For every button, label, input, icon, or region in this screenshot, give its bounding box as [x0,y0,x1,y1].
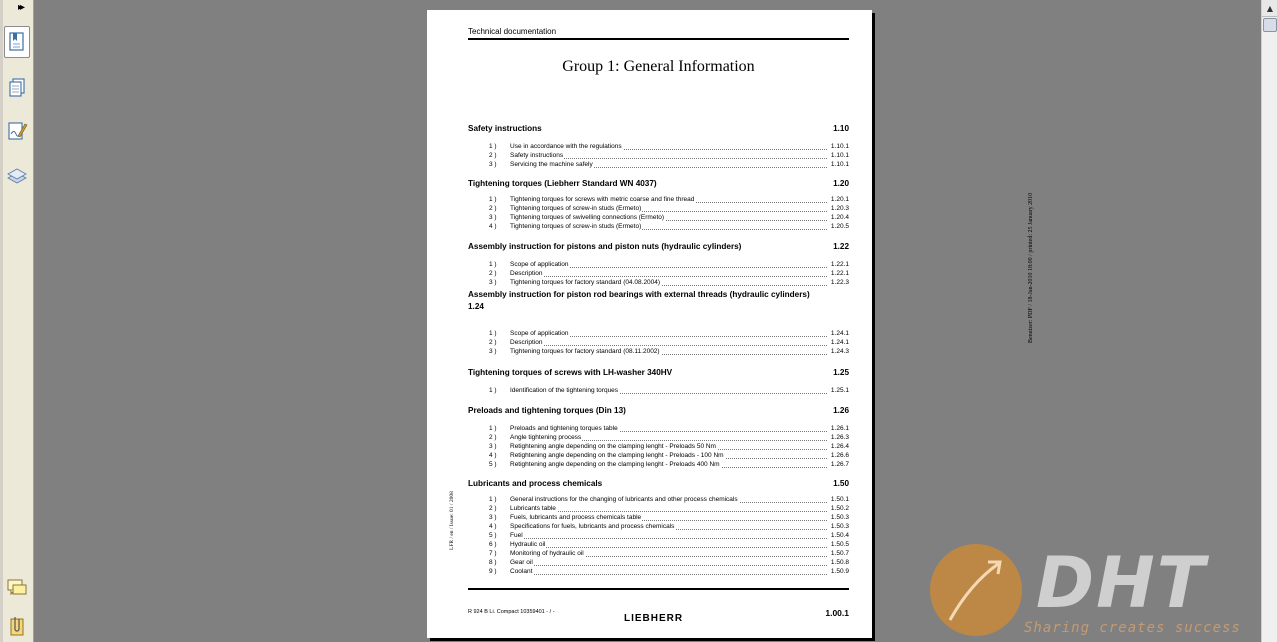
footer-model: R 924 B Li. Compact 10359401 - / - [468,609,555,615]
signatures-button[interactable] [4,115,30,147]
toc-entry-number: 1 ) [489,196,497,203]
toc-entry-page: 1.22.1 [830,270,849,277]
toc-entry-title: Tightening torques for screws with metric coarse and fine thread [510,196,695,203]
comments-icon [6,577,28,599]
toc-entry-page: 1.20.4 [830,214,849,221]
toc-entry-title: Coolant [510,568,533,575]
toc-section-heading[interactable] [468,124,849,135]
toc-entry-number: 2 ) [489,205,497,212]
toc-section-heading[interactable] [468,289,849,313]
page-header-text: Technical documentation [468,27,557,36]
dht-watermark [928,542,1277,642]
toc-entry[interactable] [489,541,849,550]
toc-entry-page: 1.50.5 [830,541,849,548]
toc-entry-number: 3 ) [489,214,497,221]
side-issue-note: LFR / en / Issue: 01 / 2008 [449,491,455,550]
leader-dots [510,574,827,575]
attachments-button[interactable] [4,612,30,640]
toc-entry-page: 1.50.4 [830,532,849,539]
signature-icon [6,120,28,142]
toc-entry-page: 1.50.1 [830,496,849,503]
toc-section-title: Tightening torques (Liebherr Standard WN 4037) [468,179,657,188]
toc-entry-title: Retightening angle depending on the clamping lenght - Preloads 50 Nm [510,443,716,450]
toc-entry-page: 1.25.1 [830,387,849,394]
toc-entry-number: 3 ) [489,443,497,450]
toc-section-title: Preloads and tightening torques (Din 13) [468,406,626,415]
toc-entry-title: Description [510,270,543,277]
toc-entry-title: Retightening angle depending on the clamping lenght - Preloads 400 Nm [510,461,720,468]
leader-dots [510,345,827,346]
toc-section-page: 1.24 [468,302,484,311]
watermark-tagline: Sharing creates success [1024,620,1241,636]
toc-entry-page: 1.50.2 [830,505,849,512]
toc-section-heading[interactable] [468,242,849,253]
navigation-panel [0,0,34,642]
footer-rule [468,588,849,590]
toc-entry-number: 9 ) [489,568,497,575]
toc-entry[interactable] [489,196,849,205]
toc-entry-page: 1.20.1 [830,196,849,203]
toc-entry[interactable] [489,532,849,541]
toc-entry[interactable] [489,330,849,339]
toc-entry-page: 1.50.3 [830,514,849,521]
scroll-thumb[interactable] [1263,18,1277,32]
toc-entry-number: 3 ) [489,348,497,355]
toc-entry-number: 3 ) [489,161,497,168]
page-number: 1.00.1 [825,608,849,618]
toc-entry-title: Use in accordance with the regulations [510,143,622,150]
document-page [427,10,1034,638]
header-rule [468,38,849,40]
toc-entry[interactable] [489,261,849,270]
toc-entry-title: Angle tightening process [510,434,582,441]
toc-entry-title: Safety instructions [510,152,564,159]
toc-entry-number: 1 ) [489,387,497,394]
comments-button[interactable] [4,572,30,604]
bookmarks-icon [6,31,28,53]
toc-entry-title: Tightening torques of screw-in studs (Ermeto) [510,205,642,212]
toc-entry-title: Tightening torques of swivelling connections (Ermeto) [510,214,665,221]
toc-entry[interactable] [489,514,849,523]
watermark-brand: DHT [1036,542,1207,624]
toc-section-title: Tightening torques of screws with LH-washer 340HV [468,368,673,377]
pages-icon [6,77,28,99]
toc-entry[interactable] [489,161,849,170]
toc-section-page: 1.22 [833,242,849,251]
toc-entry[interactable] [489,270,849,279]
toc-entry-number: 2 ) [489,152,497,159]
toc-entry-number: 8 ) [489,559,497,566]
toc-section-page: 1.26 [833,406,849,415]
toc-section-title: Safety instructions [468,124,542,133]
toc-entry-number: 4 ) [489,223,497,230]
attachment-icon [6,615,28,637]
toc-entry[interactable] [489,505,849,514]
toc-entry-title: Specifications for fuels, lubricants and process chemicals [510,523,675,530]
toc-entry[interactable] [489,452,849,461]
toc-entry-page: 1.50.3 [830,523,849,530]
toc-entry[interactable] [489,143,849,152]
toc-entry-page: 1.24.1 [830,330,849,337]
toc-entry-title: Tightening torques of screw-in studs (Ermeto) [510,223,642,230]
toc-entry-title: Tightening torques for factory standard (04.08.2004) [510,279,661,286]
toc-entry-number: 4 ) [489,452,497,459]
toc-entry-title: Gear oil [510,559,533,566]
toc-entry-number: 6 ) [489,541,497,548]
toc-entry-title: Preloads and tightening torques table [510,425,618,432]
toc-entry-number: 5 ) [489,461,497,468]
toc-entry-page: 1.20.5 [830,223,849,230]
leader-dots [510,538,827,539]
toc-entry-page: 1.10.1 [830,143,849,150]
toc-section-title: Assembly instruction for pistons and piston nuts (hydraulic cylinders) [468,242,742,251]
toc-entry-page: 1.24.3 [830,348,849,355]
toc-entry-page: 1.22.1 [830,261,849,268]
toc-entry[interactable] [489,434,849,443]
toc-section-title: Assembly instruction for piston rod bearings with external threads (hydraulic cylinders) [468,290,810,299]
toc-entry-number: 1 ) [489,261,497,268]
toc-entry[interactable] [489,443,849,452]
watermark-logo-icon [930,544,1022,636]
bookmarks-button[interactable] [4,26,30,58]
toc-entry-title: Scope of application [510,330,569,337]
toc-entry-title: Fuels, lubricants and process chemicals table [510,514,642,521]
toc-entry-number: 7 ) [489,550,497,557]
toc-entry-page: 1.26.7 [830,461,849,468]
toc-entry-page: 1.50.7 [830,550,849,557]
toc-entry[interactable] [489,152,849,161]
toc-section-heading[interactable] [468,179,849,190]
toc-entry-number: 1 ) [489,143,497,150]
toc-section-heading[interactable] [468,479,849,490]
toc-entry[interactable] [489,387,849,396]
toc-entry-number: 2 ) [489,339,497,346]
toc-section-title: Lubricants and process chemicals [468,479,603,488]
leader-dots [510,276,827,277]
toc-entry-number: 1 ) [489,496,497,503]
toc-entry[interactable] [489,461,849,470]
toc-entry[interactable] [489,568,849,577]
toc-entry[interactable] [489,279,849,288]
pages-button[interactable] [4,72,30,104]
vertical-scrollbar[interactable] [1261,0,1277,642]
toc-entry-number: 2 ) [489,505,497,512]
toc-entry-page: 1.26.1 [830,425,849,432]
toc-entry-title: General instructions for the changing of lubricants and other process chemicals [510,496,738,503]
toc-entry-page: 1.24.1 [830,339,849,346]
toc-entry-number: 1 ) [489,330,497,337]
layers-button[interactable] [4,159,30,191]
toc-entry[interactable] [489,348,849,357]
toc-entry-page: 1.26.3 [830,434,849,441]
toc-section-heading[interactable] [468,368,849,379]
toc-entry-title: Retightening angle depending on the clamping lenght - Preloads - 100 Nm [510,452,724,459]
toc-entry[interactable] [489,223,849,232]
toc-entry[interactable] [489,550,849,559]
toc-entry[interactable] [489,523,849,532]
nav-panel-edge [0,0,3,642]
toc-entry-page: 1.50.9 [830,568,849,575]
toc-entry-page: 1.22.3 [830,279,849,286]
toc-entry-title: Tightening torques for factory standard (08.11.2002) [510,348,660,355]
toc-entry[interactable] [489,496,849,505]
leader-dots [510,565,827,566]
toc-section-page: 1.25 [833,368,849,377]
toc-section-heading[interactable] [468,406,849,417]
leader-dots [510,511,827,512]
scroll-up-button[interactable]: ▲ [1262,0,1277,17]
side-print-note: Benutzer: PDF / 18-Jan-2010 18:00 / printed: 25 January 2010 [1028,192,1034,343]
toc-entry[interactable] [489,425,849,434]
liebherr-logo: LIEBHERR [624,613,684,624]
toc-entry-page: 1.20.3 [830,205,849,212]
toc-entry-title: Servicing the machine safely [510,161,593,168]
toc-entry-page: 1.26.6 [830,452,849,459]
toc-entry[interactable] [489,339,849,348]
layers-icon [6,164,28,186]
toc-entry-page: 1.26.4 [830,443,849,450]
toc-entry-title: Fuel [510,532,523,539]
toc-section-page: 1.50 [833,479,849,488]
toc-entry-title: Lubricants table [510,505,556,512]
toc-entry-number: 5 ) [489,532,497,539]
toc-section-page: 1.10 [833,124,849,133]
toc-entry-title: Scope of application [510,261,569,268]
toc-section-page: 1.20 [833,179,849,188]
toc-entry-title: Identification of the tightening torques [510,387,619,394]
toc-entry-page: 1.10.1 [830,152,849,159]
toc-entry-number: 4 ) [489,523,497,530]
toc-entry-page: 1.50.8 [830,559,849,566]
toc-entry-number: 1 ) [489,425,497,432]
page-title: Group 1: General Information [562,58,755,75]
collapse-panel-icon[interactable]: ▸▸ [18,2,23,13]
toc-entry-title: Monitoring of hydraulic oil [510,550,584,557]
toc-entry[interactable] [489,214,849,223]
toc-entry[interactable] [489,205,849,214]
toc-entry-number: 3 ) [489,514,497,521]
leader-dots [510,547,827,548]
toc-entry[interactable] [489,559,849,568]
toc-entry-number: 3 ) [489,279,497,286]
toc-entry-page: 1.10.1 [830,161,849,168]
toc-entry-number: 2 ) [489,270,497,277]
toc-entry-number: 2 ) [489,434,497,441]
toc-entry-title: Description [510,339,543,346]
toc-entry-title: Hydraulic oil [510,541,546,548]
